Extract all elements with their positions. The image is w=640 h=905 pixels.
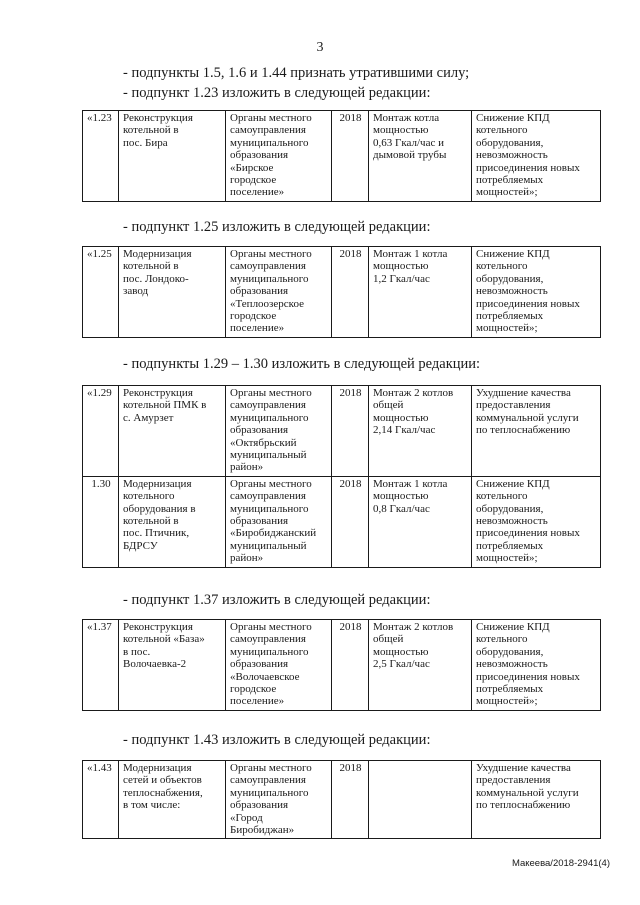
measure-cell: Реконструкция котельной ПМК в с. Амурзет [119, 386, 226, 477]
table-item-1-25 [82, 246, 601, 338]
measure-cell: Модернизация котельного оборудования в котельной в пос. Птичник, БДРСУ [119, 476, 226, 567]
intro-line-1: - подпункты 1.5, 1.6 и 1.44 признать утратившими силу; [123, 65, 470, 81]
table-item-1-43 [82, 760, 601, 839]
responsible-cell: Органы местного самоуправления муниципального образования «Город Биробиджан» [226, 761, 332, 839]
item-number-cell: «1.23 [83, 111, 119, 202]
document-footer-code: Макеева/2018-2941(4) [511, 858, 610, 869]
year-cell: 2018 [332, 111, 369, 202]
item-number-cell: «1.37 [83, 620, 119, 711]
measure-cell: Реконструкция котельной «База» в пос. Волочаевка-2 [119, 620, 226, 711]
work-cell: Монтаж котла мощностью 0,63 Гкал/час и дымовой трубы [369, 111, 472, 202]
table-row [83, 620, 601, 711]
table-items-1-29-1-30 [82, 385, 601, 568]
work-cell: Монтаж 1 котла мощностью 1,2 Гкал/час [369, 247, 472, 338]
reason-cell: Снижение КПД котельного оборудования, невозможность присоединения новых потребляемых мощностей»; [472, 247, 601, 338]
work-cell: Монтаж 1 котла мощностью 0,8 Гкал/час [369, 476, 472, 567]
work-cell [369, 761, 472, 839]
measure-cell: Реконструкция котельной в пос. Бира [119, 111, 226, 202]
responsible-cell: Органы местного самоуправления муниципального образования «Октябрьский муниципальный район» [226, 386, 332, 477]
item-number-cell: «1.43 [83, 761, 119, 839]
reason-cell: Снижение КПД котельного оборудования, невозможность присоединения новых потребляемых мощностей»; [472, 620, 601, 711]
reason-cell: Ухудшение качества предоставления коммунальной услуги по теплоснабжению [472, 386, 601, 477]
reason-cell: Снижение КПД котельного оборудования, невозможность присоединения новых потребляемых мощностей»; [472, 476, 601, 567]
table-item-1-37 [82, 619, 601, 711]
year-cell: 2018 [332, 761, 369, 839]
reason-cell: Снижение КПД котельного оборудования, невозможность присоединения новых потребляемых мощностей»; [472, 111, 601, 202]
table-row [83, 386, 601, 477]
section-heading-1-43: - подпункт 1.43 изложить в следующей редакции: [123, 732, 431, 748]
table-row [83, 111, 601, 202]
table-row [83, 247, 601, 338]
year-cell: 2018 [332, 386, 369, 477]
responsible-cell: Органы местного самоуправления муниципального образования «Биробиджанский муниципальный район» [226, 476, 332, 567]
responsible-cell: Органы местного самоуправления муниципального образования «Бирское городское поселение» [226, 111, 332, 202]
section-heading-1-25: - подпункт 1.25 изложить в следующей редакции: [123, 219, 431, 235]
year-cell: 2018 [332, 247, 369, 338]
work-cell: Монтаж 2 котлов общей мощностью 2,5 Гкал/час [369, 620, 472, 711]
item-number-cell: «1.25 [83, 247, 119, 338]
section-heading-1-37: - подпункт 1.37 изложить в следующей редакции: [123, 592, 431, 608]
reason-cell: Ухудшение качества предоставления коммунальной услуги по теплоснабжению [472, 761, 601, 839]
year-cell: 2018 [332, 476, 369, 567]
measure-cell: Модернизация сетей и объектов теплоснабжения, в том числе: [119, 761, 226, 839]
table-item-1-23 [82, 110, 601, 202]
year-cell: 2018 [332, 620, 369, 711]
item-number-cell: «1.29 [83, 386, 119, 477]
responsible-cell: Органы местного самоуправления муниципального образования «Теплоозерское городское поселение» [226, 247, 332, 338]
page-number: 3 [316, 40, 324, 55]
measure-cell: Модернизация котельной в пос. Лондоко- завод [119, 247, 226, 338]
item-number-cell: 1.30 [83, 476, 119, 567]
table-row [83, 761, 601, 839]
responsible-cell: Органы местного самоуправления муниципального образования «Волочаевское городское поселение» [226, 620, 332, 711]
section-heading-1-29: - подпункты 1.29 – 1.30 изложить в следующей редакции: [123, 356, 481, 372]
intro-line-2: - подпункт 1.23 изложить в следующей редакции: [123, 85, 431, 101]
table-row [83, 476, 601, 567]
work-cell: Монтаж 2 котлов общей мощностью 2,14 Гкал/час [369, 386, 472, 477]
